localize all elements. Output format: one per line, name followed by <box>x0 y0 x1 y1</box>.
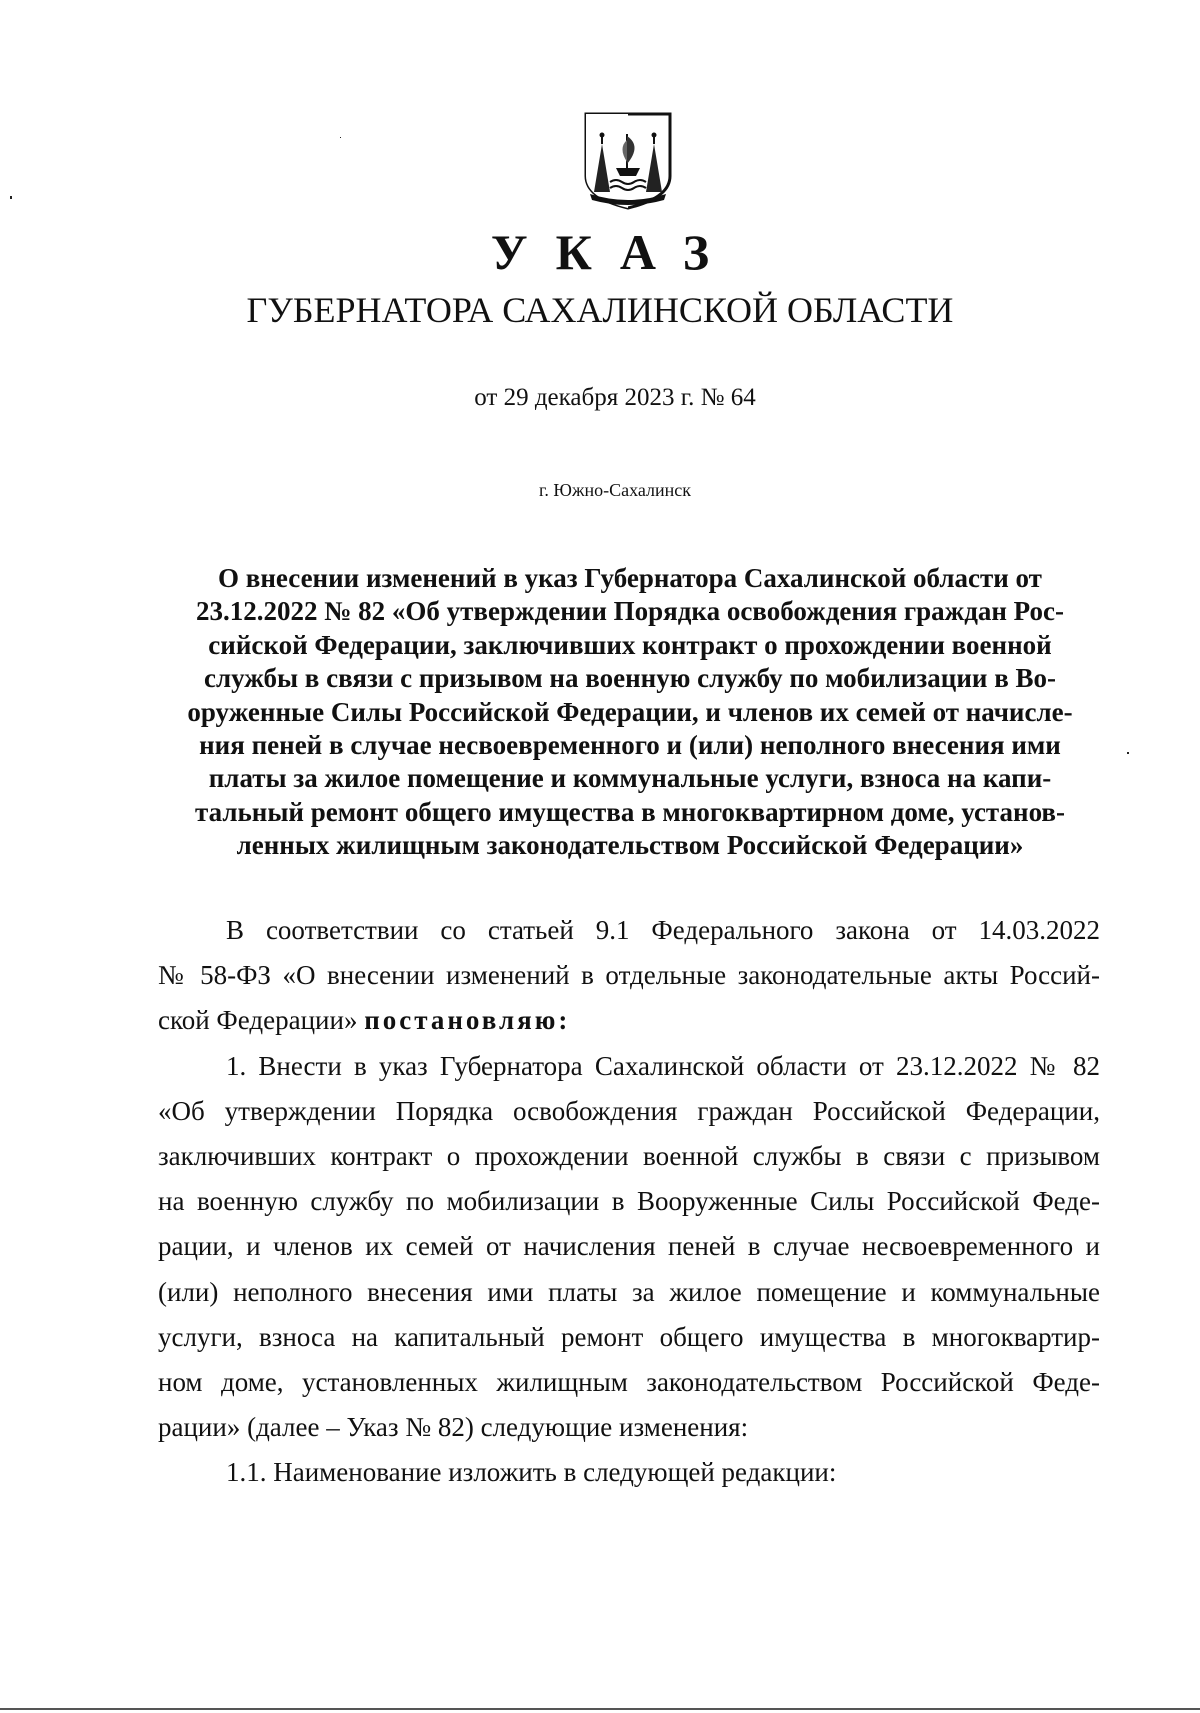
decree-heading <box>160 562 1100 863</box>
date-and-number: от 29 декабря 2023 г. № 64 <box>474 384 756 411</box>
scan-speck <box>340 137 341 138</box>
preamble-tail: ской Федерации» <box>158 1005 358 1036</box>
scan-bottom-edge <box>0 1708 1200 1710</box>
scan-speck <box>10 196 12 199</box>
body-line: услуги, взноса на капитальный ремонт общего имущества в многоквартир- <box>158 1321 1100 1352</box>
issuer-title: ГУБЕРНАТОРА САХАЛИНСКОЙ ОБЛАСТИ <box>246 290 954 330</box>
heading-line: службы в связи с призывом на военную службу по мобилизации в Во- <box>203 663 1057 694</box>
sakhalin-coat-of-arms-icon <box>580 110 676 210</box>
heading-line: ленных жилищным законодательством Российской Федерации» <box>236 830 1024 861</box>
heading-line: платы за жилое помещение и коммунальные услуги, взноса на капи- <box>208 763 1052 794</box>
document-title: УКАЗ <box>490 224 738 280</box>
decree-body <box>158 908 1100 1496</box>
body-line: заключивших контракт о прохождении военной службы в связи с призывом <box>158 1141 1100 1172</box>
preamble-paragraph <box>158 908 1100 1044</box>
body-line: рации» (далее – Указ № 82) следующие изменения: <box>158 1412 749 1443</box>
heading-line: О внесении изменений в указ Губернатора Сахалинской области от <box>218 563 1042 593</box>
body-line: рации, и членов их семей от начисления пеней в случае несвоевременного и <box>158 1231 1100 1262</box>
item-1-paragraph <box>158 1044 1100 1451</box>
body-line: (или) неполного внесения ими платы за жилое помещение и коммунальные <box>158 1276 1100 1307</box>
scan-speck <box>1127 752 1129 754</box>
item-1-1-paragraph <box>158 1450 1100 1495</box>
heading-line: сийской Федерации, заключивших контракт о прохождении военной <box>208 629 1052 660</box>
body-line: 1. Внести в указ Губернатора Сахалинской области от 23.12.2022 № 82 <box>226 1050 1100 1081</box>
body-line: № 58-ФЗ «О внесении изменений в отдельные законодательные акты Россий- <box>158 960 1100 991</box>
body-line: на военную службу по мобилизации в Вооруженные Силы Российской Феде- <box>158 1186 1100 1217</box>
heading-line: 23.12.2022 № 82 «Об утверждении Порядка освобождения граждан Рос- <box>196 596 1064 627</box>
body-line: 1.1. Наименование изложить в следующей редакции: <box>226 1457 837 1488</box>
body-line: В соответствии со статьей 9.1 Федерального закона от 14.03.2022 <box>226 915 1100 945</box>
body-line: ном доме, установленных жилищным законодательством Российской Феде- <box>158 1367 1100 1398</box>
heading-line: ния пеней в случае несвоевременного и (или) неполного внесения ими <box>199 730 1061 761</box>
heading-line: тальный ремонт общего имущества в многоквартирном доме, установ- <box>195 796 1065 827</box>
body-line <box>158 998 1100 1043</box>
heading-line: оруженные Силы Российской Федерации, и членов их семей от начисле- <box>187 696 1073 727</box>
city-line: г. Южно-Сахалинск <box>538 480 692 500</box>
resolve-word: постановляю: <box>364 1005 571 1036</box>
body-line: «Об утверждении Порядка освобождения граждан Российской Федерации, <box>158 1095 1100 1126</box>
